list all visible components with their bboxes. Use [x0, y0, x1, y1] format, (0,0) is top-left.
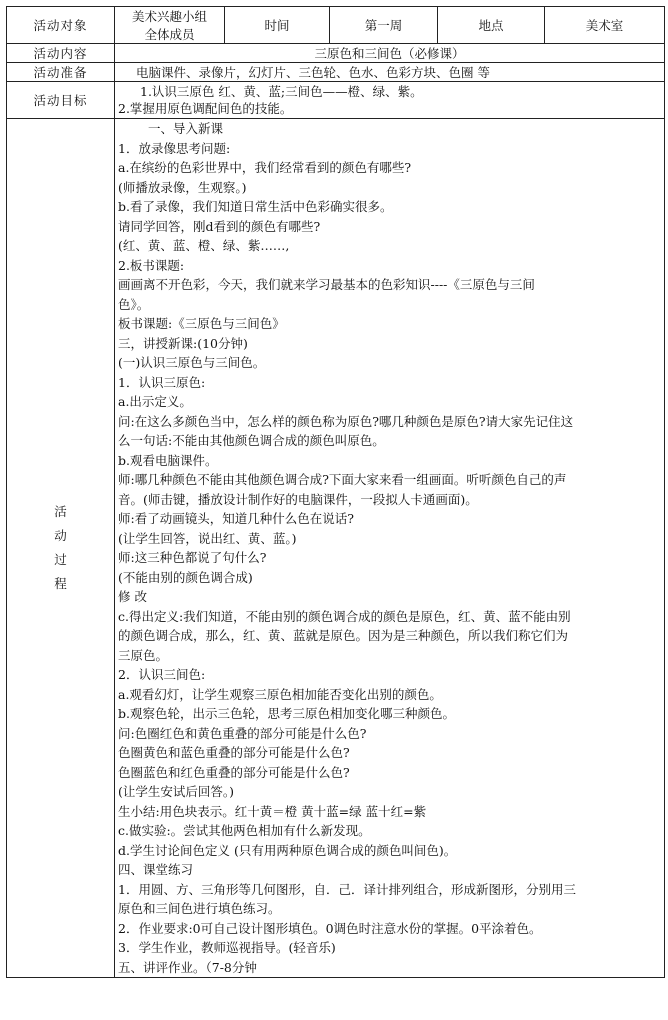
- preparation-text: 电脑课件、录像片，幻灯片、三色轮、色水、色彩方块、色圈 等: [136, 65, 490, 80]
- process-line: 师:哪几种颜色不能由其他颜色调合成?下面大家来看一组画面。听听颜色自己的声: [118, 472, 567, 487]
- process-line: 四、课堂练习: [118, 862, 194, 877]
- process-line: 1．放录像思考问题:: [118, 140, 231, 156]
- subject-value: [115, 7, 225, 44]
- goal-line-2: 2.掌握用原色调配间色的技能。: [118, 101, 293, 116]
- process-row: [7, 119, 665, 978]
- preparation-label: 活动准备: [7, 63, 115, 82]
- content-row: [7, 44, 665, 63]
- process-line: 修 改: [118, 589, 147, 604]
- process-line: 色》。: [118, 296, 150, 312]
- process-line: (红、黄、蓝、橙、绿、紫……,: [118, 238, 290, 253]
- process-line: c.做实验:。尝试其他两色相加有什么新发现。: [118, 823, 371, 838]
- process-line: 师:这三种色都说了句什么?: [118, 550, 267, 565]
- header-row: [7, 7, 665, 44]
- process-line: (师播放录像，生观察。): [118, 179, 247, 195]
- process-line: a.出示定义。: [118, 394, 192, 409]
- process-line: b.观看电脑课件。: [118, 452, 218, 468]
- process-line: 问:在这么多颜色当中，怎么样的颜色称为原色?哪几种颜色是原色?请大家先记住这: [118, 413, 574, 429]
- goals-value: [115, 82, 665, 119]
- subject-label: 活动对象: [7, 7, 115, 44]
- process-line: 板书课题:《三原色与三间色》: [118, 316, 285, 331]
- goals-label: 活动目标: [7, 82, 115, 119]
- goal-line-1: 1.认识三原色 红、黄、蓝;三间色——橙、绿、紫。: [140, 84, 423, 99]
- process-line: 问:色圈红色和黄色重叠的部分可能是什么色?: [118, 725, 367, 741]
- preparation-row: [7, 63, 665, 82]
- process-line: (让学生安试后回答。): [118, 784, 235, 799]
- process-body: [115, 119, 665, 978]
- process-line: 原色和三间色进行填色练习。: [118, 901, 281, 916]
- process-label: [10, 500, 111, 596]
- process-line: b.观察色轮，出示三色轮，思考三原色相加变化哪三种颜色。: [118, 706, 455, 721]
- process-line: 五、讲评作业。（7-8分钟: [118, 959, 257, 975]
- process-line: 画画离不开色彩，今天，我们就来学习最基本的色彩知识----《三原色与三间: [118, 277, 535, 292]
- process-line: 的颜色调合成，那么，红、黄、蓝就是原色。因为是三种颜色，所以我们称它们为: [118, 628, 569, 643]
- process-label-char: 活: [54, 504, 67, 519]
- process-line: d.学生讨论间色定义 (只有用两种原色调合成的颜色叫间色)。: [118, 842, 457, 858]
- subject-value-line1: 美术兴趣小组: [131, 9, 207, 24]
- process-line: a.在缤纷的色彩世界中，我们经常看到的颜色有哪些?: [118, 160, 412, 175]
- process-label-char: 程: [54, 576, 67, 591]
- preparation-value: [115, 63, 665, 82]
- time-value: 第一周: [330, 7, 438, 44]
- process-line: a.观看幻灯，让学生观察三原色相加能否变化出别的颜色。: [118, 686, 442, 702]
- lesson-plan-table: [6, 6, 665, 978]
- process-line: 1．用圆、方、三角形等几何图形，自．己．译计排列组合，形成新图形，分别用三: [118, 881, 576, 897]
- process-line: 2．认识三间色:: [118, 667, 206, 682]
- process-line: 3．学生作业，教师巡视指导。(轻音乐): [118, 940, 336, 955]
- place-value: 美术室: [545, 7, 665, 44]
- process-line: 2.板书课题:: [118, 257, 185, 273]
- process-label-char: 动: [54, 528, 67, 543]
- time-label: 时间: [225, 7, 330, 44]
- process-line: (一)认识三原色与三间色。: [118, 355, 266, 370]
- process-line: c.得出定义:我们知道，不能由别的颜色调合成的颜色是原色，红、黄、蓝不能由别: [118, 608, 571, 624]
- content-value: 三原色和三间色（必修课）: [115, 44, 665, 63]
- process-line: 2．作业要求:0可自己设计图形填色。0调色时注意水份的掌握。0平涂着色。: [118, 920, 542, 936]
- process-line: 三原色。: [118, 647, 169, 663]
- process-line: (不能由别的颜色调合成): [118, 569, 253, 585]
- process-line: 一、导入新课: [148, 121, 224, 136]
- process-line: 生小结:用色块表示。红十黄＝橙 黄十蓝=绿 蓝十红=紫: [118, 803, 427, 819]
- process-line: 1．认识三原色:: [118, 374, 206, 390]
- process-line: 色圈黄色和蓝色重叠的部分可能是什么色?: [118, 745, 350, 760]
- process-line: 请同学回答，刚d看到的颜色有哪些?: [118, 218, 321, 234]
- goals-row: [7, 82, 665, 119]
- process-line: b.看了录像，我们知道日常生活中色彩确实很多。: [118, 199, 393, 214]
- content-label: 活动内容: [7, 44, 115, 63]
- process-line: (让学生回答，说出红、黄、蓝。): [118, 530, 297, 546]
- process-label-char: 过: [54, 552, 67, 567]
- process-line: 三，讲授新课:(10分钟): [118, 335, 248, 351]
- process-line: 色圈蓝色和红色重叠的部分可能是什么色?: [118, 764, 350, 780]
- process-line: 么一句话:不能由其他颜色调合成的颜色叫原色。: [118, 433, 385, 448]
- process-line: 音。(师击键，播放设计制作好的电脑课件，一段拟人卡通画面)。: [118, 491, 478, 507]
- subject-value-line2: 全体成员: [144, 27, 195, 42]
- process-line: 师:看了动画镜头，知道几种什么色在说话?: [118, 511, 354, 526]
- process-label-cell: [7, 119, 115, 978]
- place-label: 地点: [438, 7, 545, 44]
